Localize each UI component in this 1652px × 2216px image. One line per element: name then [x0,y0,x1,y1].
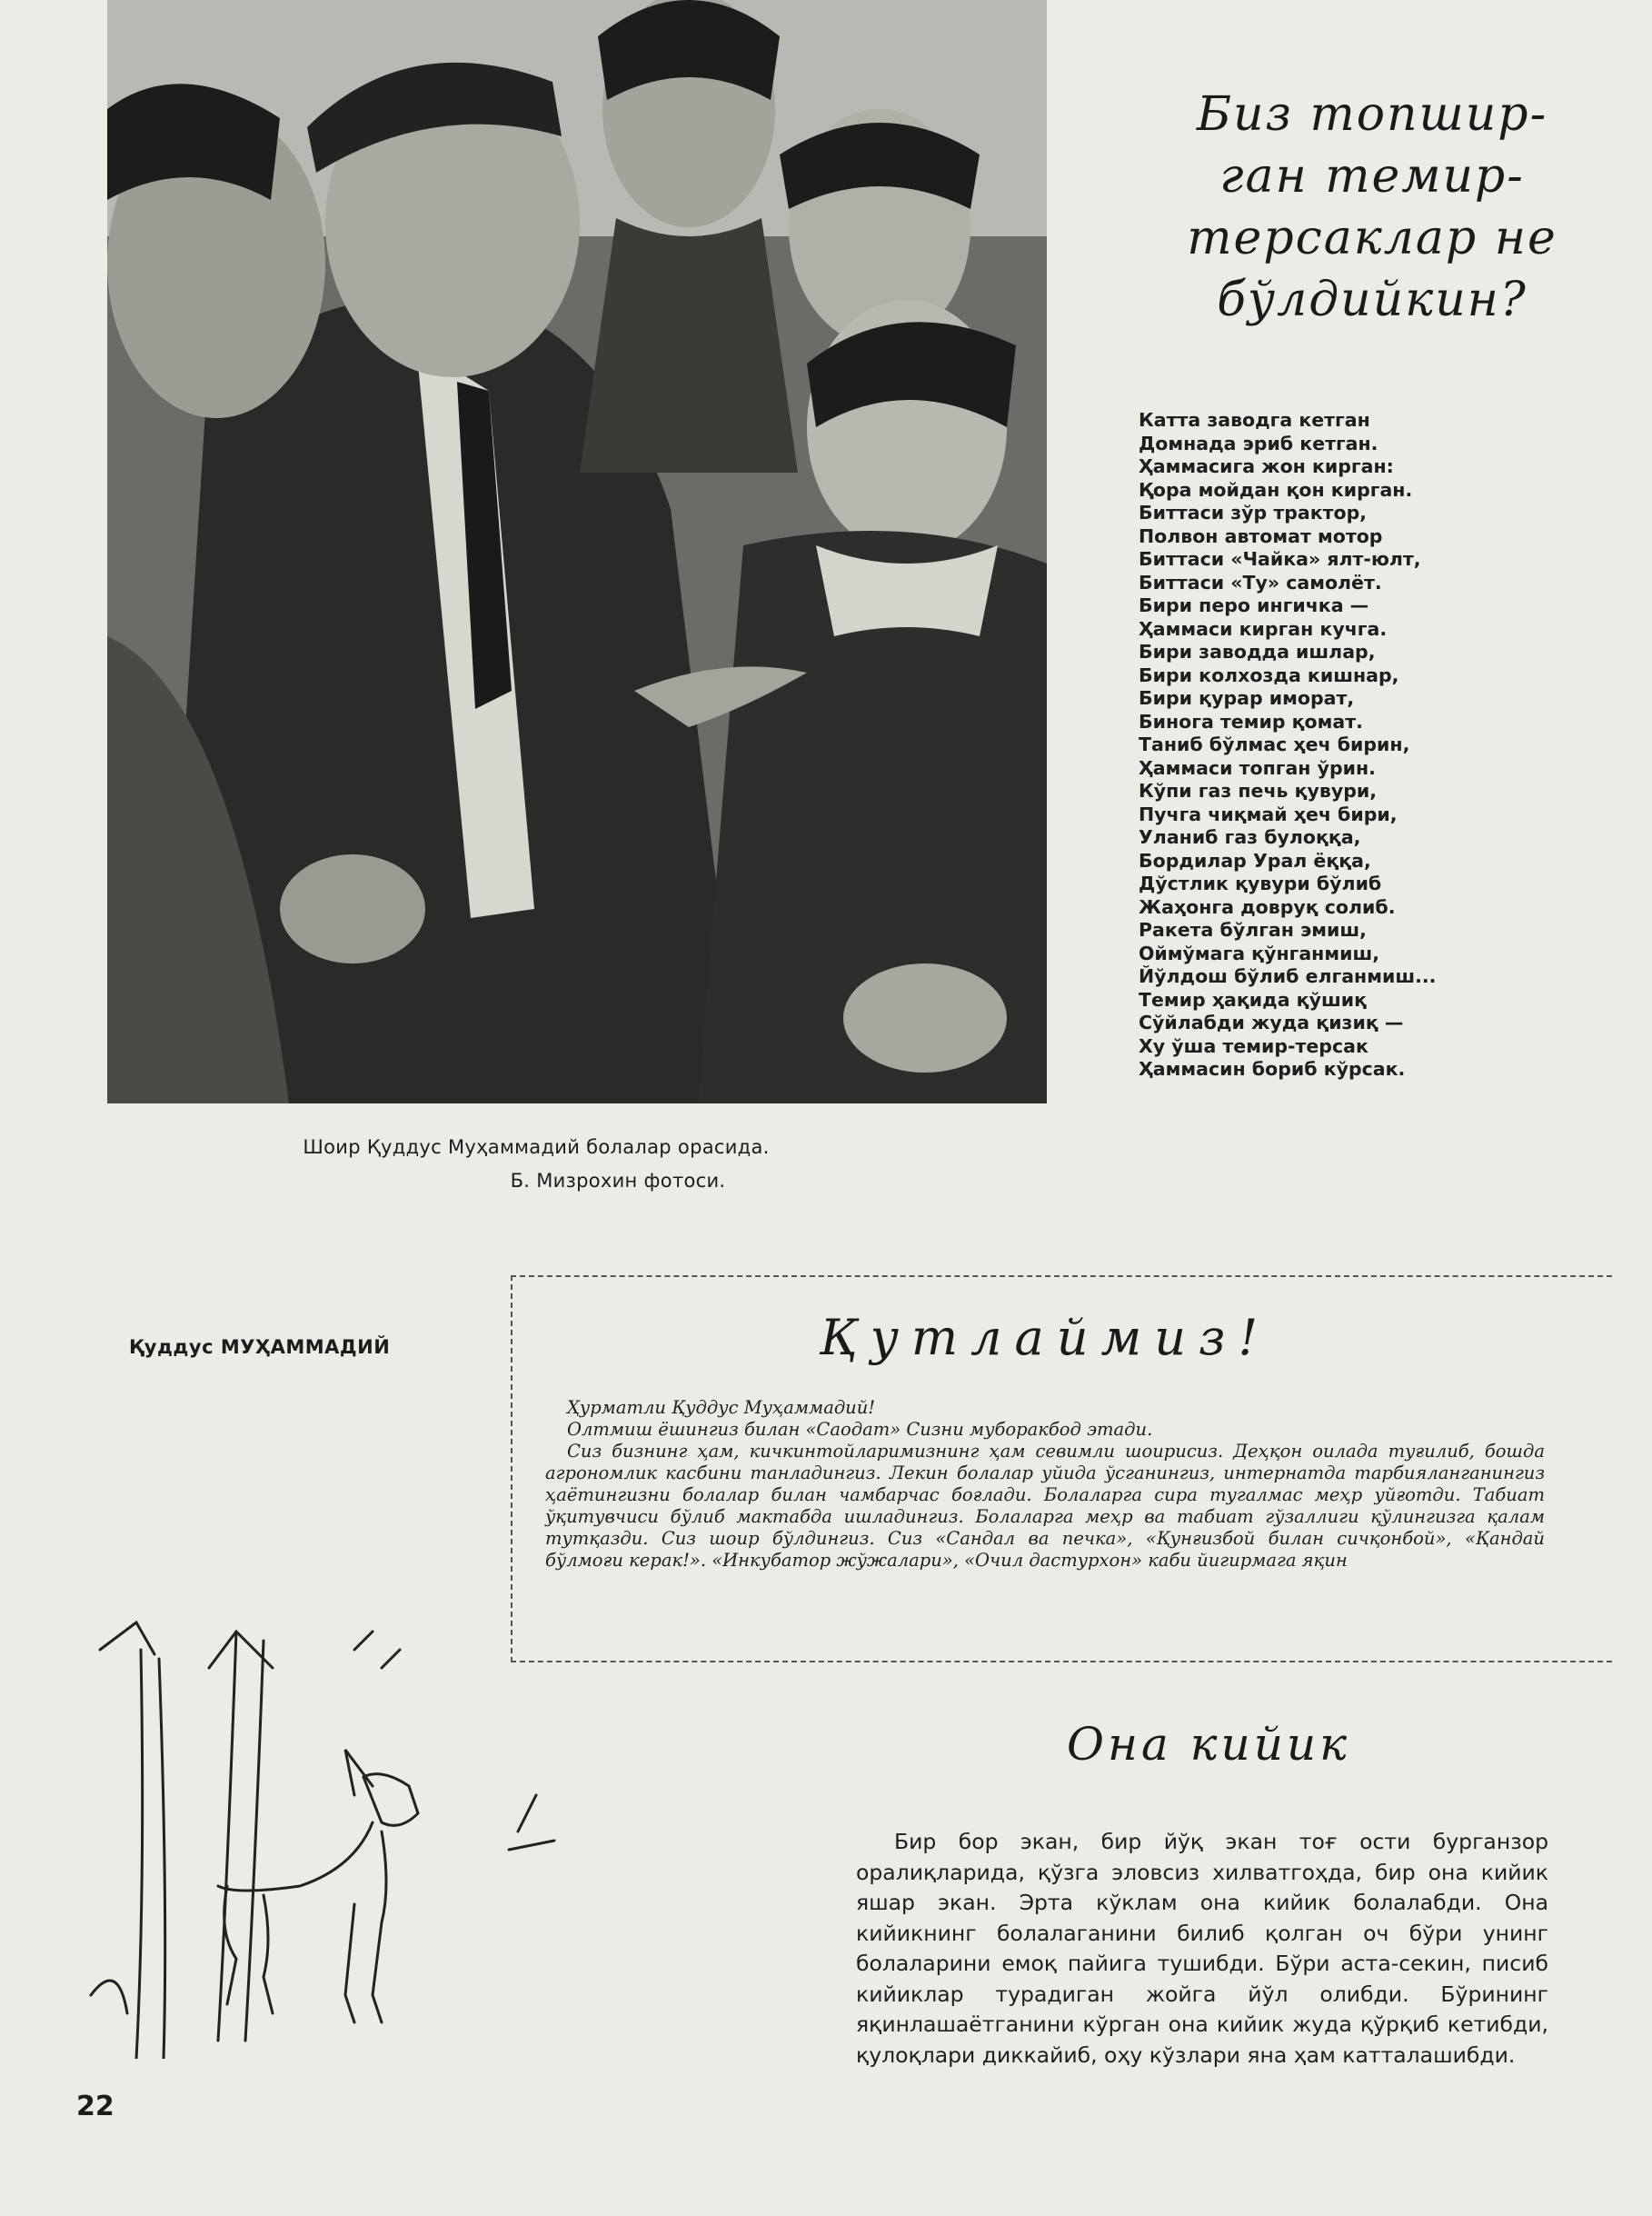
poem-line: Таниб бўлмас ҳеч бирин, [1139,734,1410,755]
poem-line: Қора мойдан қон кирган. [1139,478,1413,501]
poem-line: Оймўмага қўнганмиш, [1139,942,1380,964]
photo-illustration [107,0,1047,1103]
poem-line: Бири қурар иморат, [1139,687,1355,709]
poem-line: Бири перо ингичка — [1139,594,1369,616]
greeting-line: Олтмиш ёшингиз билан «Саодат» Сизни муборакбод этади. [567,1419,1153,1440]
poem-line: Кўпи газ печь қувури, [1139,780,1378,802]
poem-line: Жаҳонга довруқ солиб. [1139,895,1396,918]
photo-caption: Шоир Қуддус Муҳаммадий болалар орасида. [303,1136,770,1158]
poem-title-line: ган темир- [1219,149,1525,204]
poem-line: Ҳаммасин бориб кўрсак. [1139,1058,1406,1080]
poem-title-line: терсаклар не [1187,211,1557,265]
poem-line: Ҳаммасига жон кирган: [1139,455,1394,477]
page-number: 22 [76,2091,114,2122]
poem-line: Бири заводда ишлар, [1139,641,1376,663]
poem-title-line: бўлдийкин? [1217,273,1528,327]
poem-line: Биттаси «Ту» самолёт. [1139,571,1382,594]
poem-title-line: Биз топшир- [1196,87,1548,142]
poem-line: Биттаси «Чайка» ялт-юлт, [1139,548,1421,570]
story-paragraph: Бир бор экан, бир йўқ экан тоғ ости бурганзор оралиқларида, қўзга эловсиз хилватгоҳда, бир она кийик яшар экан. Эрта кўклам она кийик болалабди. Она кийикнинг болалаганини билиб қолган оч бўри унинг болаларини емоқ пайига тушибди. Бўри аста-секин, писиб кийиклар турадиган жойга йўл олибди. Бўрининг яқинлашаётганини кўрган она кийик жуда қўрқиб кетибди, қулоқлари диккайиб, оҳу кўзлари яна ҳам катталашибди. [856,1829,1548,2068]
poem-line: Сўйлабди жуда қизиқ — [1139,1012,1404,1033]
poem-line: Ракета бўлган эмиш, [1139,919,1367,941]
poem-line: Ҳаммаси топган ўрин. [1139,756,1376,779]
poem-line: Пучга чиқмай ҳеч бири, [1139,803,1398,825]
poem-line: Йўлдош бўлиб елганмиш... [1139,965,1437,987]
poem-line: Домнада эриб кетган. [1139,432,1378,454]
poem-title [1100,84,1645,331]
poem-line: Ҳаммаси кирган кучга. [1139,617,1388,640]
author-name: Қуддус МУҲАММАДИЙ [129,1336,391,1358]
greeting-salutation: Ҳурматли Қуддус Муҳаммадий! [567,1397,876,1418]
poem-line: Дўстлик қувури бўлиб [1139,873,1382,894]
poem-line: Полвон автомат мотор [1139,524,1383,547]
poem-line: Бордилар Урал ёққа, [1139,849,1371,872]
poem-line: Бири колхозда кишнар, [1139,664,1399,686]
poem-line: Темир ҳақида қўшиқ [1139,988,1368,1011]
photo-credit: Б. Мизрохин фотоси. [510,1170,726,1192]
greeting-body: Сиз бизнинг ҳам, кичкинтойларимизнинг ҳам севимли шоирисиз. Деҳқон оилада туғилиб, бошда агрономлик касбини танладингиз. Лекин болалар уйида ўсганингиз, интернатда тарбияланганингиз ҳаётингизни болалар билан чамбарчас боғлади. Болаларга сира тугалмас меҳр уйғотди. Табиат ўқитувчиси бўлиб мактабда ишладингиз. Болаларга меҳр ва табиат гўзаллиги қўлингизга қалам тутқазди. Сиз шоир бўлдингиз. Сиз «Сандал ва печка», «Қунғизбой билан сичқонбой», «Қандай бўлмоғи керак!». «Инкубатор жўжалари», «Очил дастурхон» каби йигирмага яқин [545,1441,1545,1571]
greeting-title: Қутлаймиз! [819,1309,1271,1366]
poem-line: Бинога темир қомат. [1139,710,1363,733]
poem-line: Ху ўша темир-терсак [1139,1034,1368,1057]
poem-line: Катта заводга кетган [1139,409,1370,431]
greeting-text [545,1397,1545,1572]
poem-line: Биттаси зўр трактор, [1139,502,1368,524]
poet-with-children-photo [107,0,1047,1103]
deer-sketch-illustration [82,1613,591,2059]
poem-text [1139,409,1647,1082]
story-title: Она кийик [1067,1718,1350,1771]
story-text [856,1827,1548,2071]
poem-line: Уланиб газ булоққа, [1139,826,1361,848]
